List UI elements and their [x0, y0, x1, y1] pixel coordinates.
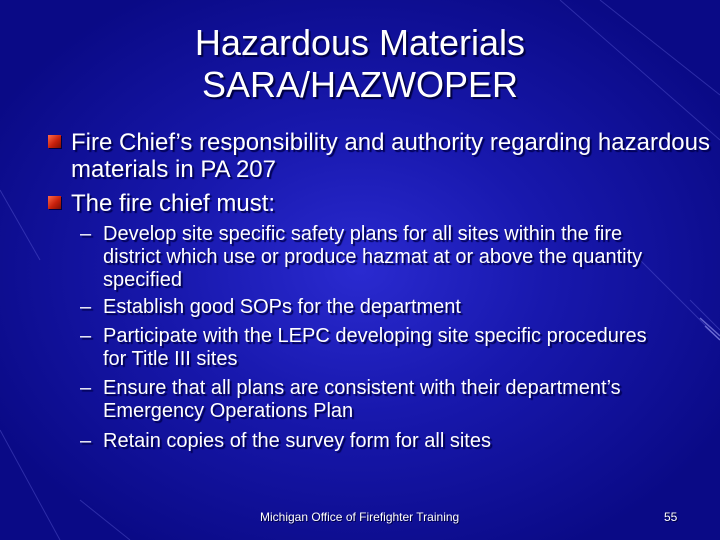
dash-bullet: –: [80, 377, 92, 399]
bullet-item: [48, 129, 708, 183]
slide-title: [0, 22, 720, 106]
slide-title-line-2: SARA/HAZWOPER: [201, 64, 519, 105]
bullet-item: [48, 190, 708, 217]
page-number: 55: [664, 510, 678, 524]
dash-bullet: –: [80, 296, 92, 318]
sub-bullet-item: [80, 377, 670, 423]
sub-bullet-item: [80, 223, 670, 292]
sub-bullet-item: [80, 430, 670, 453]
sub-bullet-item: [80, 325, 670, 371]
dash-bullet: –: [80, 430, 92, 452]
square-bullet-icon: [48, 196, 61, 209]
sub-bullet-text: Develop site specific safety plans for all sites within the fire district which use or produce hazmat at or above the quantity specified: [103, 223, 643, 291]
dash-bullet: –: [80, 223, 92, 245]
dash-bullet: –: [80, 325, 92, 347]
bullet-text: The fire chief must:: [71, 190, 276, 217]
footer-text: Michigan Office of Firefighter Training: [260, 510, 460, 524]
sub-bullet-text: Retain copies of the survey form for all sites: [103, 430, 491, 452]
sub-bullet-text: Ensure that all plans are consistent with their department’s Emergency Operations Plan: [103, 377, 621, 422]
bullet-text: Fire Chief’s responsibility and authority regarding hazardous materials in PA 207: [71, 129, 710, 183]
sub-bullet-text: Participate with the LEPC developing site specific procedures for Title III sites: [103, 325, 647, 370]
square-bullet-icon: [48, 135, 61, 148]
sub-bullet-item: [80, 296, 670, 319]
sub-bullet-text: Establish good SOPs for the department: [103, 296, 461, 318]
slide-title-line-1: Hazardous Materials: [194, 22, 526, 63]
